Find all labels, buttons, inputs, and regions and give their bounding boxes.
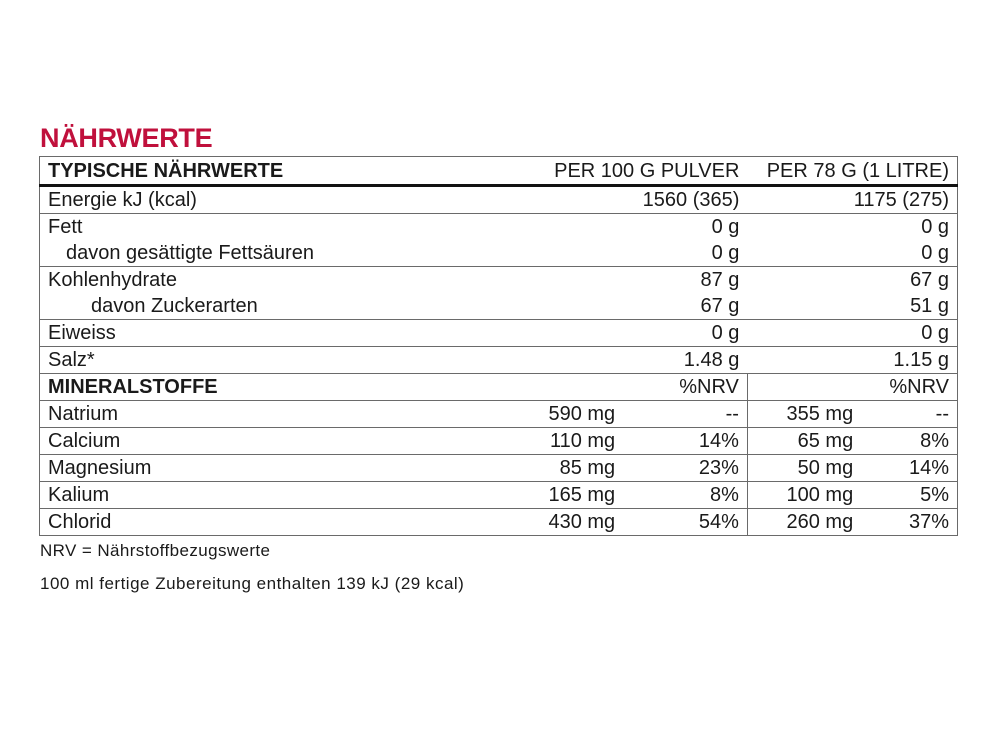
value-powder: 0 g bbox=[711, 242, 740, 264]
footnote-prepared: 100 ml fertige Zubereitung enthalten 139 kJ (29 kcal) bbox=[40, 574, 465, 593]
nutrition-table bbox=[39, 156, 958, 536]
row-label: davon gesättigte Fettsäuren bbox=[66, 242, 314, 264]
minerals-header-spacer bbox=[747, 374, 861, 401]
minerals-header-label: MINERALSTOFFE bbox=[40, 374, 468, 401]
row-label: Kalium bbox=[40, 482, 468, 509]
page-title: NÄHRWERTE bbox=[40, 123, 213, 153]
minerals-header-spacer bbox=[468, 374, 623, 401]
value-litre: 1175 (275) bbox=[747, 186, 957, 214]
value-litre: 355 mg bbox=[747, 401, 861, 428]
minerals-header-row bbox=[40, 374, 958, 401]
footnote-nrv: NRV = Nährstoffbezugswerte bbox=[40, 541, 271, 560]
value-litre: 65 mg bbox=[747, 428, 861, 455]
table-row-salt bbox=[40, 347, 958, 374]
row-label: Chlorid bbox=[40, 509, 468, 536]
nrv-litre: 14% bbox=[861, 455, 957, 482]
value-powder: 590 mg bbox=[468, 401, 623, 428]
table-row-sugars bbox=[40, 293, 958, 320]
header-label: TYPISCHE NÄHRWERTE bbox=[40, 157, 468, 186]
row-label: Calcium bbox=[40, 428, 468, 455]
nrv-powder: 8% bbox=[623, 482, 747, 509]
value-powder: 165 mg bbox=[468, 482, 623, 509]
nrv-powder: 14% bbox=[623, 428, 747, 455]
table-row-calcium bbox=[40, 428, 958, 455]
value-powder: 1560 (365) bbox=[468, 186, 747, 214]
row-label: Eiweiss bbox=[40, 320, 468, 347]
nrv-powder-header: %NRV bbox=[623, 374, 747, 401]
row-label: Kohlenhydrate bbox=[40, 267, 468, 294]
row-label: Magnesium bbox=[40, 455, 468, 482]
value-litre: 1.15 g bbox=[747, 347, 957, 374]
nrv-litre: 37% bbox=[861, 509, 957, 536]
value-powder: 67 g bbox=[700, 295, 740, 317]
value-litre: 0 g bbox=[747, 320, 957, 347]
value-litre: 0 g bbox=[747, 214, 957, 241]
nrv-powder: 23% bbox=[623, 455, 747, 482]
value-powder: 85 mg bbox=[468, 455, 623, 482]
value-litre: 100 mg bbox=[747, 482, 861, 509]
value-litre: 50 mg bbox=[747, 455, 861, 482]
value-litre: 260 mg bbox=[747, 509, 861, 536]
nrv-litre: -- bbox=[861, 401, 957, 428]
table-row-chlorid bbox=[40, 509, 958, 536]
row-label: Salz* bbox=[40, 347, 468, 374]
table-row-fat bbox=[40, 214, 958, 241]
header-col-powder: PER 100 G PULVER bbox=[468, 157, 747, 186]
value-litre: 0 g bbox=[921, 242, 949, 264]
table-row-carbohydrates bbox=[40, 267, 958, 294]
row-label: Natrium bbox=[40, 401, 468, 428]
table-row-saturated-fat bbox=[40, 240, 958, 267]
value-powder: 110 mg bbox=[468, 428, 623, 455]
nrv-powder: -- bbox=[623, 401, 747, 428]
value-powder: 0 g bbox=[468, 320, 747, 347]
value-powder: 87 g bbox=[468, 267, 747, 294]
nrv-powder: 54% bbox=[623, 509, 747, 536]
row-label: Energie kJ (kcal) bbox=[40, 186, 468, 214]
table-row-natrium bbox=[40, 401, 958, 428]
value-powder: 1.48 g bbox=[468, 347, 747, 374]
nrv-litre-header: %NRV bbox=[861, 374, 957, 401]
value-litre: 67 g bbox=[747, 267, 957, 294]
value-litre: 51 g bbox=[910, 295, 949, 317]
row-label: davon Zuckerarten bbox=[91, 295, 258, 317]
table-row-magnesium bbox=[40, 455, 958, 482]
row-label: Fett bbox=[40, 214, 468, 241]
value-powder: 0 g bbox=[468, 214, 747, 241]
table-row-energy bbox=[40, 186, 958, 214]
table-row-protein bbox=[40, 320, 958, 347]
header-col-litre: PER 78 G (1 LITRE) bbox=[747, 157, 957, 186]
table-row-kalium bbox=[40, 482, 958, 509]
table-header-row bbox=[40, 157, 958, 186]
nrv-litre: 5% bbox=[861, 482, 957, 509]
value-powder: 430 mg bbox=[468, 509, 623, 536]
nrv-litre: 8% bbox=[861, 428, 957, 455]
